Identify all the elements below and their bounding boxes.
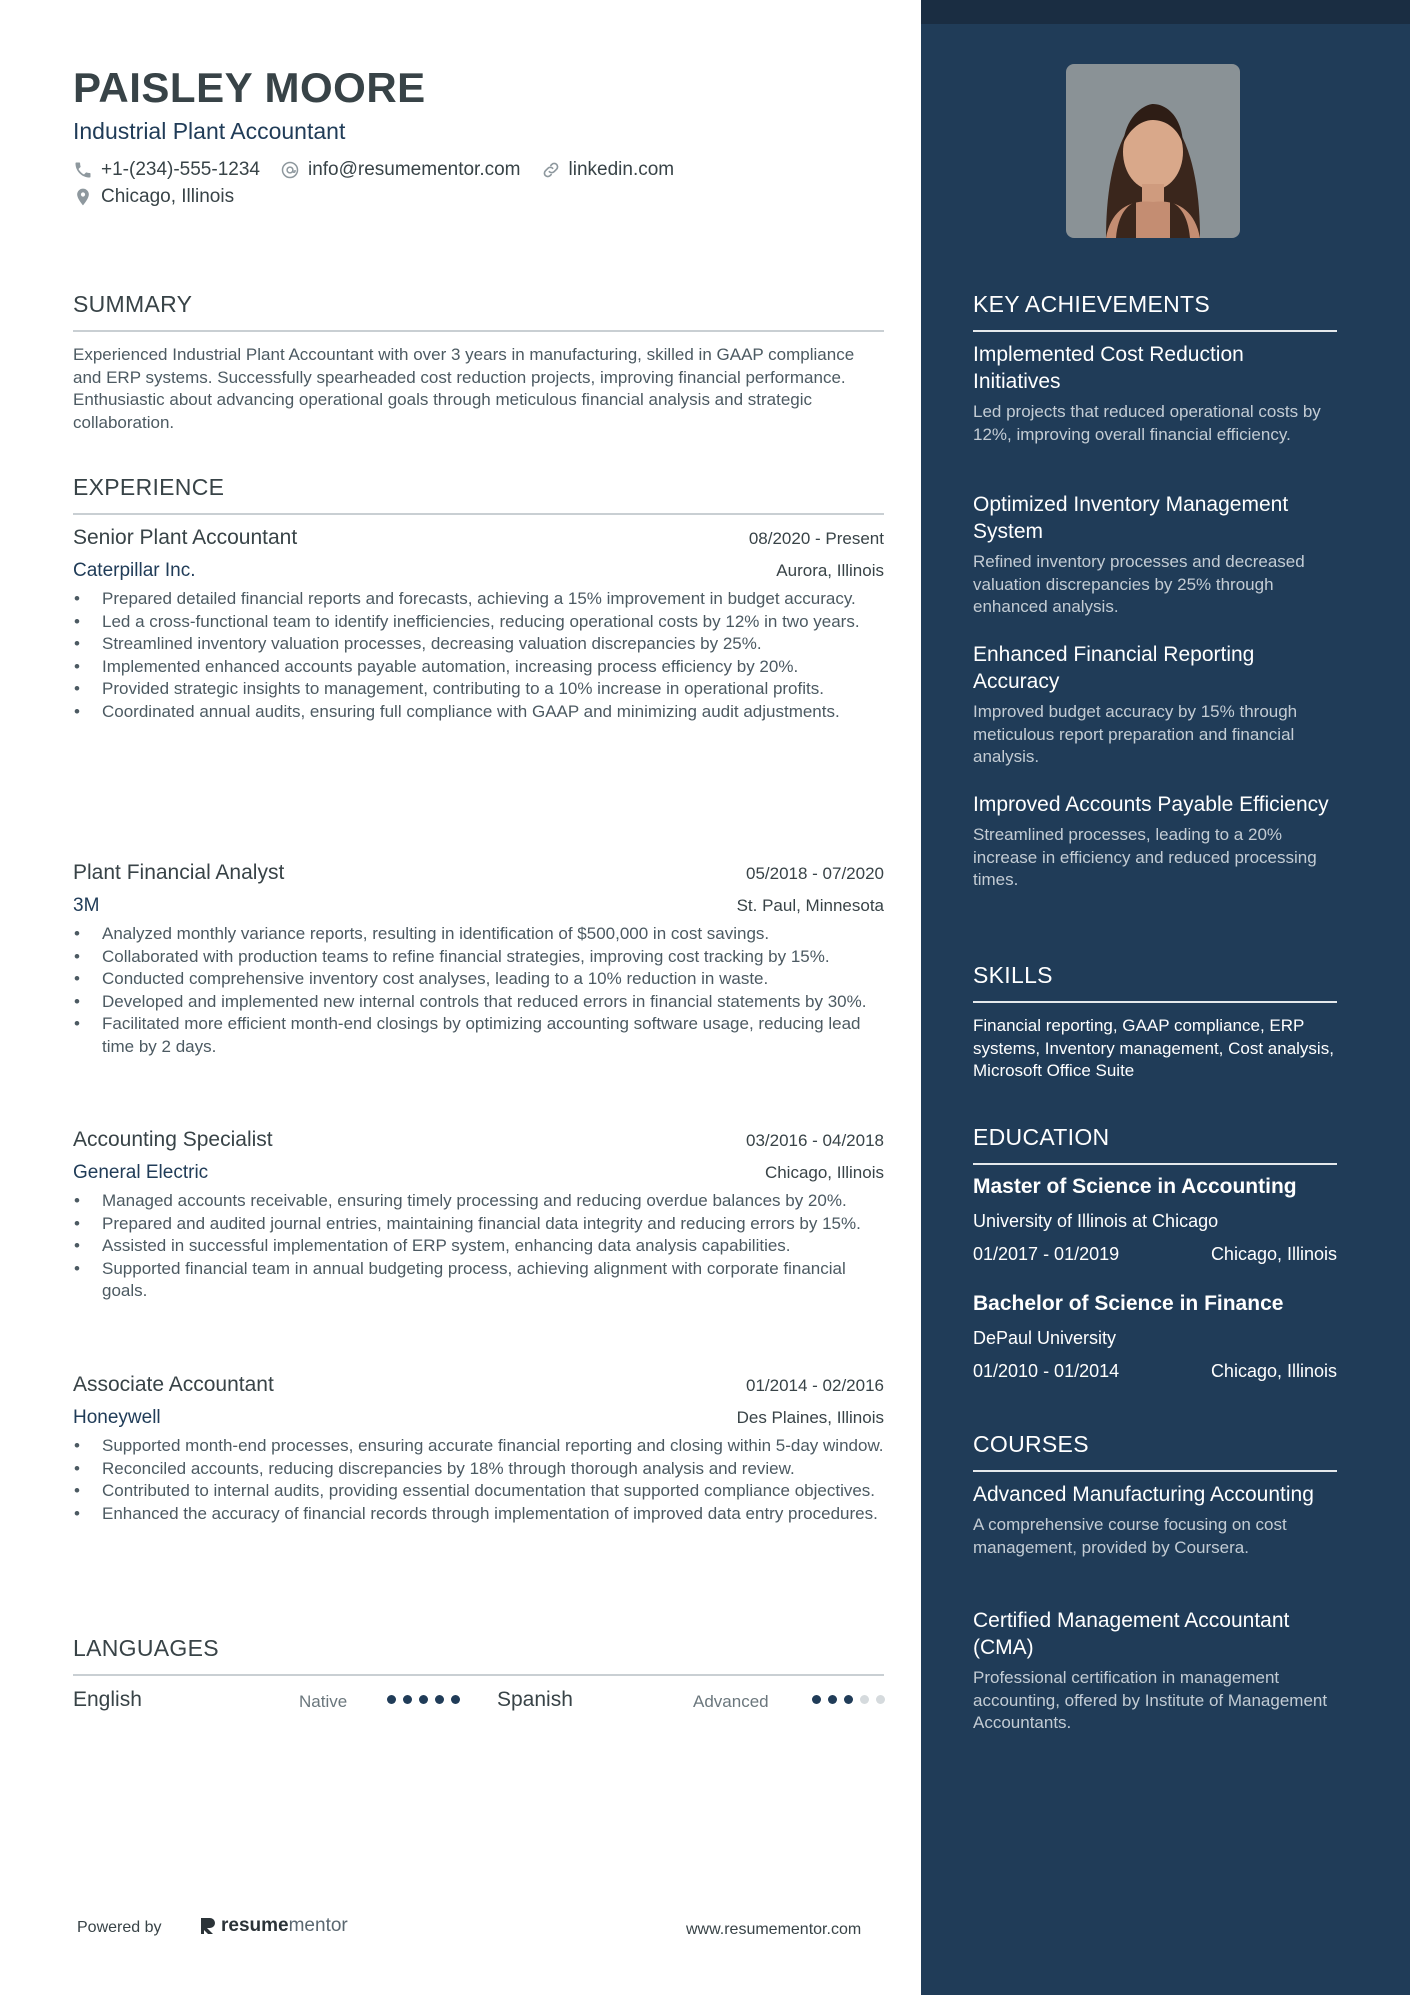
candidate-name: PAISLEY MOORE [73, 64, 426, 111]
rating-dot-filled [451, 1695, 460, 1704]
footer-url[interactable]: www.resumementor.com [686, 1921, 862, 1938]
language-name: Spanish [497, 1688, 573, 1711]
job-location: Aurora, Illinois [776, 561, 884, 580]
skills-heading: SKILLS [973, 962, 1337, 1003]
sidebar-top-band [921, 0, 1410, 24]
achievements-section [973, 291, 1337, 332]
job-bullet: • Assisted in successful implementation of ERP system, enhancing data analysis capabilities. [73, 1235, 884, 1258]
job-bullet: • Supported financial team in annual budgeting process, achieving alignment with corporate financial goals. [73, 1258, 884, 1303]
summary-section [73, 291, 884, 434]
achievement-desc: Improved budget accuracy by 15% through meticulous report preparation and financial analysis. [973, 702, 1298, 766]
job-bullet: • Streamlined inventory valuation processes, decreasing valuation discrepancies by 25%. [73, 633, 884, 656]
job-role: Plant Financial Analyst [73, 861, 285, 884]
achievement-title: Improved Accounts Payable Efficiency [973, 793, 1329, 816]
job-role: Senior Plant Accountant [73, 526, 298, 549]
course-item [973, 1481, 1337, 1559]
skills-section [973, 962, 1337, 1083]
profile-photo-image [1066, 64, 1240, 238]
contact-location [73, 186, 234, 208]
course-desc: A comprehensive course focusing on cost management, provided by Coursera. [973, 1515, 1287, 1557]
job-bullet: • Managed accounts receivable, ensuring timely processing and reducing overdue balances by 20%. [73, 1190, 884, 1213]
job-dates: 05/2018 - 07/2020 [745, 864, 884, 883]
job-bullet: • Conducted comprehensive inventory cost analyses, leading to a 10% reduction in waste. [73, 968, 884, 991]
contact-email[interactable] [280, 159, 521, 181]
rating-dot-empty [860, 1695, 869, 1704]
at-sign-icon [280, 160, 300, 180]
job-entry [73, 1128, 884, 1303]
education-dates: 01/2017 - 01/2019 [973, 1244, 1120, 1264]
job-bullets [73, 588, 884, 723]
summary-text: Experienced Industrial Plant Accountant with over 3 years in manufacturing, skilled in GAAP compliance and ERP systems. Successfully spearheaded cost reduction projects, improving financial performance. Enthusiastic about advancing operational goals through meticulous financial analysis and strategic collaboration. [73, 345, 855, 432]
job-bullets [73, 1190, 884, 1303]
job-bullet: • Provided strategic insights to management, contributing to a 10% increase in operational profits. [73, 678, 884, 701]
courses-heading: COURSES [973, 1431, 1337, 1472]
job-bullet: • Collaborated with production teams to refine financial strategies, improving cost tracking by 15%. [73, 946, 884, 969]
job-bullets [73, 923, 884, 1058]
job-dates: 03/2016 - 04/2018 [745, 1131, 884, 1150]
job-bullet: • Led a cross-functional team to identify inefficiencies, reducing operational costs by 12% in two years. [73, 611, 884, 634]
languages-row [73, 1688, 884, 1718]
location-pin-icon [73, 187, 93, 207]
achievement-item [973, 341, 1337, 446]
job-company: Caterpillar Inc. [73, 560, 196, 581]
education-degree: Bachelor of Science in Finance [973, 1292, 1284, 1315]
job-bullet: • Coordinated annual audits, ensuring full compliance with GAAP and minimizing audit adjustments. [73, 701, 884, 724]
job-location: Chicago, Illinois [764, 1163, 884, 1182]
email-text: info@resumementor.com [307, 159, 521, 180]
rating-dot-filled [403, 1695, 412, 1704]
education-item [973, 1175, 1337, 1265]
experience-section [73, 474, 884, 515]
job-bullet: • Analyzed monthly variance reports, resulting in identification of $500,000 in cost savings. [73, 923, 884, 946]
rating-dot-filled [828, 1695, 837, 1704]
job-role: Accounting Specialist [73, 1128, 273, 1151]
profile-photo [1066, 64, 1240, 238]
education-item [973, 1292, 1337, 1382]
education-section [973, 1124, 1337, 1165]
job-entry [73, 861, 884, 1058]
achievement-item [973, 791, 1337, 892]
job-location: St. Paul, Minnesota [736, 896, 884, 915]
candidate-title: Industrial Plant Accountant [73, 118, 346, 144]
linkedin-text: linkedin.com [568, 159, 675, 180]
brand-name-light: mentor [288, 1915, 348, 1936]
course-title: Advanced Manufacturing Accounting [973, 1483, 1314, 1506]
rating-dot-filled [844, 1695, 853, 1704]
rating-dot-filled [419, 1695, 428, 1704]
education-location: Chicago, Illinois [1210, 1244, 1337, 1264]
phone-icon [73, 160, 93, 180]
education-dates: 01/2010 - 01/2014 [973, 1361, 1120, 1381]
job-bullet: • Contributed to internal audits, providing essential documentation that supported compliance objectives. [73, 1480, 884, 1503]
experience-heading: EXPERIENCE [73, 474, 884, 515]
contact-row-2 [73, 186, 254, 208]
job-company: General Electric [73, 1162, 209, 1183]
job-dates: 01/2014 - 02/2016 [745, 1376, 884, 1395]
education-degree: Master of Science in Accounting [973, 1175, 1297, 1198]
link-icon [541, 160, 561, 180]
job-role: Associate Accountant [73, 1373, 274, 1396]
rating-dot-empty [876, 1695, 885, 1704]
job-location: Des Plaines, Illinois [736, 1408, 884, 1427]
rating-dot-filled [812, 1695, 821, 1704]
education-heading: EDUCATION [973, 1124, 1337, 1165]
course-item [973, 1607, 1337, 1735]
location-text: Chicago, Illinois [101, 186, 235, 207]
language-rating [387, 1695, 467, 1704]
achievement-title: Implemented Cost Reduction Initiatives [973, 343, 1244, 393]
rating-dot-filled [435, 1695, 444, 1704]
job-entry [73, 1373, 884, 1525]
achievement-title: Optimized Inventory Management System [973, 493, 1289, 543]
job-entry [73, 526, 884, 723]
education-school: DePaul University [973, 1328, 1117, 1348]
powered-by-label: Powered by [77, 1919, 162, 1936]
achievement-item [973, 491, 1337, 619]
language-name: English [73, 1688, 142, 1711]
brand-logo[interactable] [199, 1915, 348, 1937]
summary-heading: SUMMARY [73, 291, 884, 332]
job-company: 3M [73, 895, 100, 916]
courses-section [973, 1431, 1337, 1472]
achievement-item [973, 641, 1337, 769]
job-bullet: • Prepared and audited journal entries, maintaining financial data integrity and reducing errors by 15%. [73, 1213, 884, 1236]
job-bullet: • Supported month-end processes, ensuring accurate financial reporting and closing within 5-day window. [73, 1435, 884, 1458]
language-level: Advanced [693, 1692, 769, 1711]
job-bullet: • Enhanced the accuracy of financial records through implementation of improved data entry procedures. [73, 1503, 884, 1526]
language-rating [812, 1695, 892, 1704]
languages-heading: LANGUAGES [73, 1635, 884, 1676]
job-company: Honeywell [73, 1407, 161, 1428]
job-bullets [73, 1435, 884, 1525]
job-bullet: • Reconciled accounts, reducing discrepancies by 18% through thorough analysis and review. [73, 1458, 884, 1481]
rating-dot-filled [387, 1695, 396, 1704]
job-bullet: • Facilitated more efficient month-end closings by optimizing accounting software usage, reducing lead time by 2 days. [73, 1013, 884, 1058]
brand-name-bold: resume [221, 1915, 289, 1936]
skills-text: Financial reporting, GAAP compliance, ERP systems, Inventory management, Cost analysis, Microsoft Office Suite [973, 1016, 1334, 1080]
job-bullet: • Prepared detailed financial reports and forecasts, achieving a 15% improvement in budget accuracy. [73, 588, 884, 611]
contact-linkedin[interactable] [541, 159, 675, 181]
job-dates: 08/2020 - Present [748, 529, 884, 548]
job-bullet: • Developed and implemented new internal controls that reduced errors in financial statements by 30%. [73, 991, 884, 1014]
achievement-title: Enhanced Financial Reporting Accuracy [973, 643, 1255, 693]
brand-logo-icon [199, 1916, 217, 1936]
education-school: University of Illinois at Chicago [973, 1211, 1219, 1231]
phone-text: +1-(234)-555-1234 [101, 159, 260, 180]
course-title: Certified Management Accountant (CMA) [973, 1609, 1290, 1659]
achievement-desc: Led projects that reduced operational costs by 12%, improving overall financial efficiency. [973, 402, 1321, 444]
education-location: Chicago, Illinois [1210, 1361, 1337, 1381]
contact-phone[interactable] [73, 159, 260, 181]
achievement-desc: Streamlined processes, leading to a 20% increase in efficiency and reduced processing times. [973, 825, 1317, 889]
sidebar-column [921, 0, 1410, 1995]
language-level: Native [299, 1692, 348, 1711]
job-bullet: • Implemented enhanced accounts payable automation, increasing process efficiency by 20%. [73, 656, 884, 679]
achievements-heading: KEY ACHIEVEMENTS [973, 291, 1337, 332]
contact-row [73, 159, 694, 181]
languages-section [73, 1635, 884, 1676]
achievement-desc: Refined inventory processes and decreased valuation discrepancies by 25% through enhanced analysis. [973, 552, 1305, 616]
course-desc: Professional certification in management accounting, offered by Institute of Management Accountants. [973, 1668, 1328, 1732]
